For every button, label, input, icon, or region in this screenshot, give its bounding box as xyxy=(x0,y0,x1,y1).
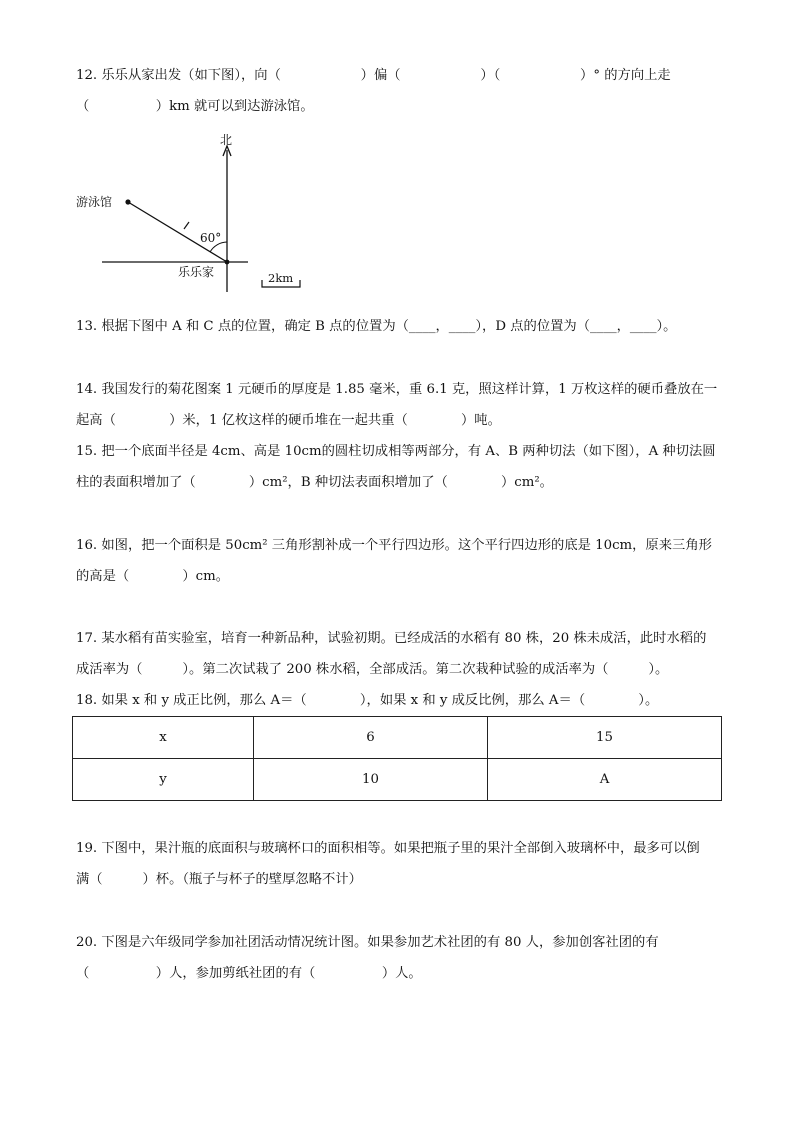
question-12-line-1: 12. 乐乐从家出发（如下图），向（ ）偏（ ）（ ）° 的方向上走 xyxy=(76,68,671,83)
table-row xyxy=(73,759,722,801)
question-15 xyxy=(76,436,726,498)
question-14-line-1: 14. 我国发行的菊花图案 1 元硬币的厚度是 1.85 毫米，重 6.1 克，照这样计算，1 万枚这样的硬币叠放在一 xyxy=(76,382,718,397)
xy-table xyxy=(72,716,722,801)
pool-label: 游泳馆 xyxy=(76,195,113,209)
question-15-line-1: 15. 把一个底面半径是 4cm、高是 10cm的圆柱切成相等两部分，有 A、B 两种切法（如下图），A 种切法圆 xyxy=(76,444,716,459)
question-19-line-2: 满（ ）杯。（瓶子与杯子的壁厚忽略不计） xyxy=(76,872,362,887)
table-cell: 10 xyxy=(254,759,488,801)
question-16-line-1: 16. 如图，把一个面积是 50cm² 三角形割补成一个平行四边形。这个平行四边形的底是 10cm，原来三角形 xyxy=(76,538,712,553)
question-20-line-2: （ ）人，参加剪纸社团的有（ ）人。 xyxy=(76,966,422,981)
north-label: 北 xyxy=(220,133,233,147)
question-12 xyxy=(76,60,726,122)
question-19-line-1: 19. 下图中，果汁瓶的底面积与玻璃杯口的面积相等。如果把瓶子里的果汁全部倒入玻璃杯中，最多可以倒 xyxy=(76,841,700,856)
question-16 xyxy=(76,530,726,592)
question-17-line-1: 17. 某水稻有苗实验室，培育一种新品种，试验初期。已经成活的水稻有 80 株，20 株未成活，此时水稻的 xyxy=(76,631,707,646)
question-20-line-1: 20. 下图是六年级同学参加社团活动情况统计图。如果参加艺术社团的有 80 人，参加创客社团的有 xyxy=(76,935,659,950)
question-14 xyxy=(76,374,726,436)
pool-point xyxy=(125,199,130,204)
question-18 xyxy=(76,685,726,716)
table-row xyxy=(73,717,722,759)
table-cell: 6 xyxy=(254,717,488,759)
table-cell: A xyxy=(488,759,722,801)
question-13 xyxy=(76,311,726,342)
question-18-line-1: 18. 如果 x 和 y 成正比例，那么 A＝（ ），如果 x 和 y 成反比例，那么 A＝（ ）。 xyxy=(76,693,659,708)
home-point xyxy=(225,260,230,265)
table-cell: 15 xyxy=(488,717,722,759)
home-label: 乐乐家 xyxy=(178,265,215,279)
scale-label: 2km xyxy=(268,271,294,285)
table-cell: x xyxy=(73,717,254,759)
question-20 xyxy=(76,927,726,989)
question-13-line-1: 13. 根据下图中 A 和 C 点的位置，确定 B 点的位置为（____，____），D 点的位置为（____，____）。 xyxy=(76,319,677,334)
angle-label: 60° xyxy=(200,231,222,245)
table-cell: y xyxy=(73,759,254,801)
question-15-line-2: 柱的表面积增加了（ ）cm²，B 种切法表面积增加了（ ）cm²。 xyxy=(76,475,553,490)
question-16-line-2: 的高是（ ）cm。 xyxy=(76,569,230,584)
question-17 xyxy=(76,623,726,685)
question-14-line-2: 起高（ ）米，1 亿枚这样的硬币堆在一起共重（ ）吨。 xyxy=(76,413,501,428)
route-tick xyxy=(184,222,189,229)
question-12-line-2: （ ）km 就可以到达游泳馆。 xyxy=(76,99,314,114)
direction-diagram xyxy=(76,130,316,300)
question-19 xyxy=(76,833,726,895)
question-17-line-2: 成活率为（ ）。第二次试栽了 200 株水稻，全部成活。第二次栽种试验的成活率为（ ）。 xyxy=(76,662,669,677)
